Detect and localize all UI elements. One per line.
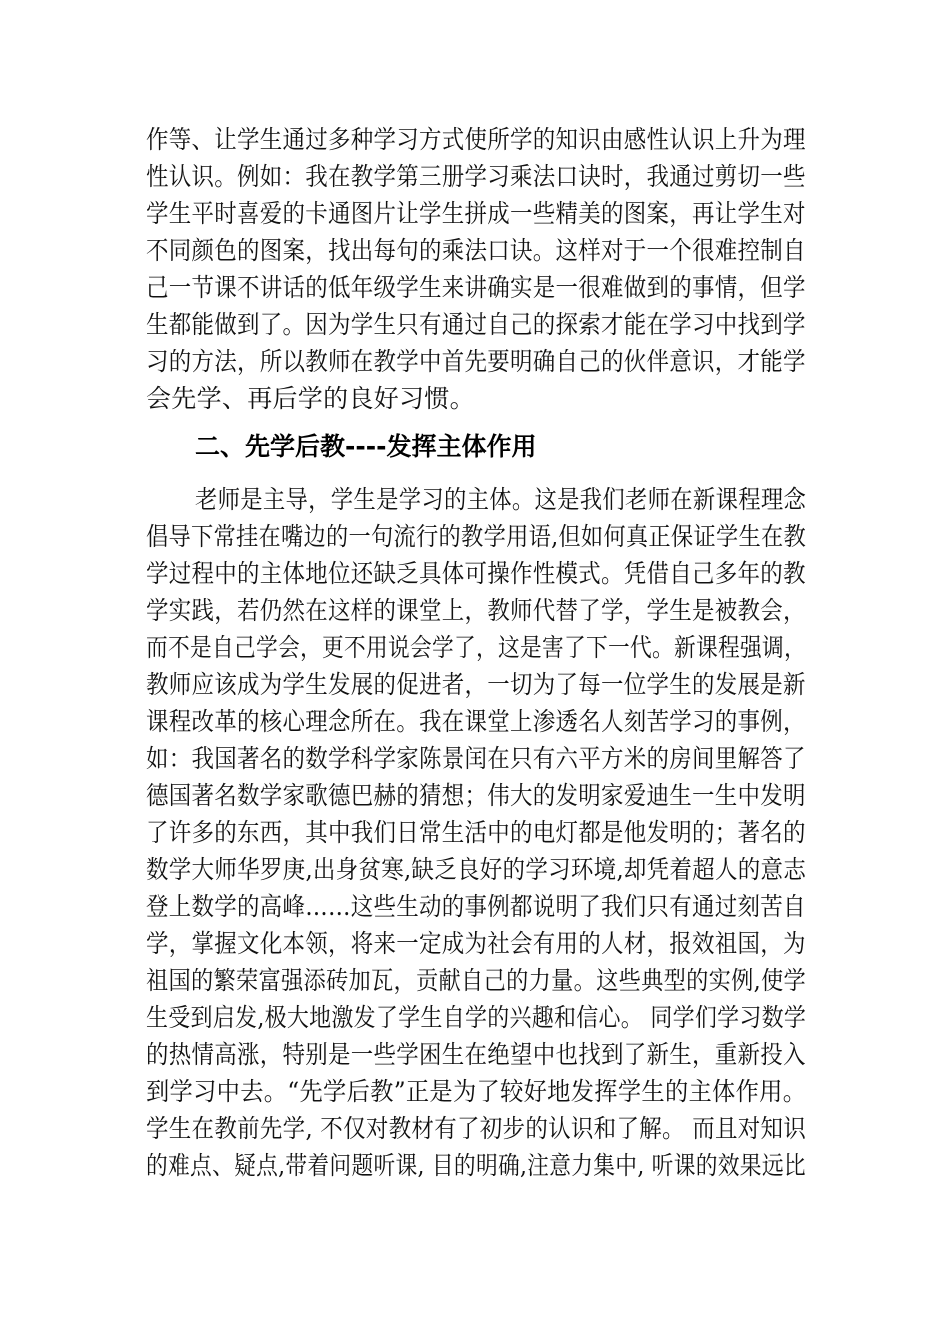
paragraph2-line: 祖国的繁荣富强添砖加瓦，贡献自己的力量。这些典型的实例,使学: [146, 966, 806, 995]
paragraph2-line: 了许多的东西，其中我们日常生活中的电灯都是他发明的；著名的: [146, 818, 806, 847]
paragraph1-line: 习的方法，所以教师在教学中首先要明确自己的伙伴意识，才能学: [146, 347, 806, 376]
paragraph1-line: 学生平时喜爱的卡通图片让学生拼成一些精美的图案，再让学生对: [146, 199, 806, 228]
paragraph2-line: 如：我国著名的数学科学家陈景闰在只有六平方米的房间里解答了: [146, 744, 806, 773]
paragraph2-line: 学生在教前先学, 不仅对教材有了初步的认识和了解。 而且对知识: [146, 1114, 807, 1143]
paragraph2-line: 倡导下常挂在嘴边的一句流行的教学用语,但如何真正保证学生在教: [146, 522, 806, 551]
paragraph2-line: 学过程中的主体地位还缺乏具体可操作性模式。凭借自己多年的教: [146, 559, 806, 588]
paragraph2-line: 数学大师华罗庚,出身贫寒,缺乏良好的学习环境,却凭着超人的意志: [146, 855, 807, 884]
paragraph2-line: 到学习中去。“先学后教”正是为了较好地发挥学生的主体作用。: [146, 1077, 807, 1106]
paragraph1-line: 生都能做到了。因为学生只有通过自己的探索才能在学习中找到学: [146, 310, 806, 339]
section-heading: 二、先学后教----发挥主体作用: [195, 432, 537, 461]
paragraph1-line: 性认识。例如：我在教学第三册学习乘法口诀时，我通过剪切一些: [146, 162, 806, 191]
paragraph2-line: 的难点、疑点,带着问题听课, 目的明确,注意力集中, 听课的效果远比: [146, 1151, 806, 1180]
paragraph2-line: 老师是主导，学生是学习的主体。这是我们老师在新课程理念: [195, 485, 807, 514]
paragraph1-line: 不同颜色的图案，找出每句的乘法口诀。这样对于一个很难控制自: [146, 236, 806, 265]
paragraph2-line: 德国著名数学家歌德巴赫的猜想；伟大的发明家爱迪生一生中发明: [146, 781, 806, 810]
paragraph1-line: 己一节课不讲话的低年级学生来讲确实是一很难做到的事情，但学: [146, 273, 806, 302]
paragraph2-line: 课程改革的核心理念所在。我在课堂上渗透名人刻苦学习的事例，: [146, 707, 806, 736]
paragraph2-line: 学实践，若仍然在这样的课堂上，教师代替了学，学生是被教会，: [146, 596, 806, 625]
paragraph2-line: 学，掌握文化本领，将来一定成为社会有用的人材，报效祖国，为: [146, 929, 806, 958]
paragraph1-line: 作等、让学生通过多种学习方式使所学的知识由感性认识上升为理: [146, 125, 806, 154]
paragraph2-line: 而不是自己学会，更不用说会学了，这是害了下一代。新课程强调，: [146, 633, 807, 662]
paragraph2-line: 登上数学的高峰……这些生动的事例都说明了我们只有通过刻苦自: [146, 892, 806, 921]
paragraph1-line: 会先学、再后学的良好习惯。: [146, 384, 475, 413]
paragraph2-line: 的热情高涨，特别是一些学困生在绝望中也找到了新生，重新投入: [146, 1040, 806, 1069]
paragraph2-line: 教师应该成为学生发展的促进者，一切为了每一位学生的发展是新: [146, 670, 806, 699]
paragraph2-line: 生受到启发,极大地激发了学生自学的兴趣和信心。 同学们学习数学: [146, 1003, 807, 1032]
